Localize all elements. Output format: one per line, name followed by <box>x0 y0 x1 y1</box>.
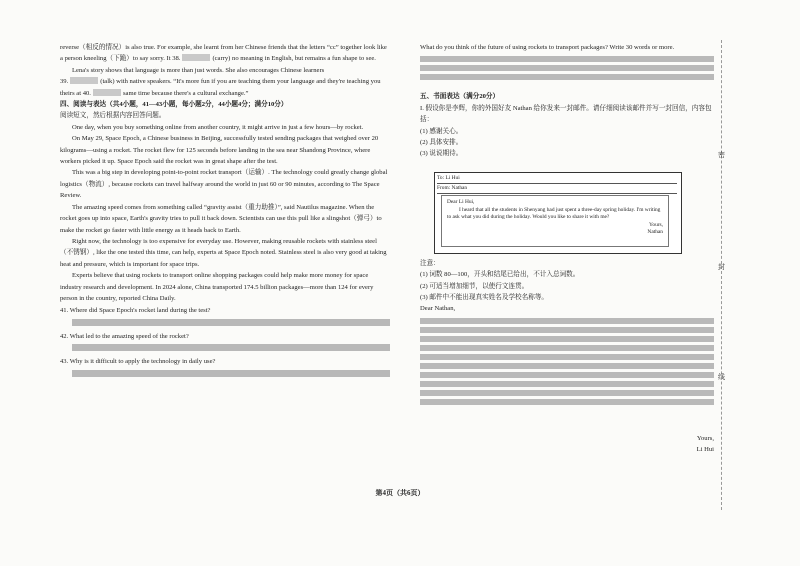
email-message: I heard that all the students in Shenyang had just spent a three-day spring holiday. I'm writing to ask what you did during the holiday. Would you like to share it with me? <box>447 206 661 221</box>
content-item-2: (2) 具体安排。 <box>420 139 463 147</box>
article-paragraph-6: Experts believe that using rockets to transport online shopping packages could help make more money for space industry research and development. In 2024 alone, China transported 174.5 billion packages—more than 124 for every person in the country, reported China Daily. <box>60 272 374 302</box>
writing-line-1[interactable] <box>420 318 714 324</box>
writing-prompt: I. 假设你是李辉，你的外国好友 Nathan 给你发来一封邮件。请仔细阅读该邮件并写一封回信，内容包括： <box>420 104 712 124</box>
answer-line-43[interactable] <box>72 370 390 377</box>
section-title-writing: 五、书面表达（满分20分） <box>420 93 500 101</box>
story-text-1: reverse（相反的情况）is also true. For example, she learnt from her Chinese friends that the letters “cc” together look like a person kneeling（下跪）to say sorry. It 38. (carry) no meaning in English, but remains a fun shape to see. <box>60 44 387 63</box>
note-2: (2) 可适当增加细节，以使行文连贯。 <box>420 282 529 290</box>
email-closing: Yours, <box>649 221 663 228</box>
letter-closing <box>686 433 714 455</box>
article-paragraph-5: Right now, the technology is too expensive for everyday use. However, making reusable rockets with stainless steel（不锈钢）, like the one tested this time, can help, experts at Space Epoch noted. Stainless steel is also very good at taking heat and pressure, which is important for space trips. <box>60 237 387 268</box>
email-to-row: To: Li Hui <box>437 175 677 184</box>
writing-line-4[interactable] <box>420 345 714 351</box>
closing-yours: Yours, <box>696 435 714 442</box>
note-3: (3) 邮件中不能出现真实姓名及学校名称等。 <box>420 294 549 302</box>
binding-line <box>721 40 722 510</box>
writing-line-5[interactable] <box>420 354 714 360</box>
margin-mark-mi: 密 <box>718 151 725 159</box>
answer-blank-40[interactable] <box>93 89 121 96</box>
margin-mark-xian: 线 <box>718 373 725 381</box>
article-paragraph-1: One day, when you buy something online from another country, it might arrive in just a few hours—by rocket. <box>72 123 364 131</box>
answer-line-44-3[interactable] <box>420 74 714 80</box>
email-window <box>434 172 682 254</box>
article-paragraph-3: This was a big step in developing point-to-point rocket transport（运输）. The technology could greatly change global logistics（物流）, because rockets can travel halfway around the world in just 60 or 90 minutes, according to The Space Review. <box>60 169 388 200</box>
article-paragraph-2: On May 29, Space Epoch, a Chinese business in Beijing, successfully tested sending packages that weighed over 20 kilograms—using a rocket. The rocket flew for 125 seconds before landing in the sea near Shandong Province, where workers picked it up. Space Epoch said the rocket was in great shape after the test. <box>60 135 379 166</box>
content-item-3: (3) 说说期待。 <box>420 150 463 158</box>
story-text-3: 39. (talk) with native speakers. “It's more fun if you are teaching them your language and they're teaching you theirs at 40. same time because there's a cultural exchange.” <box>60 78 381 97</box>
email-signature: Nathan <box>647 229 663 236</box>
writing-line-3[interactable] <box>420 336 714 342</box>
answer-line-42[interactable] <box>72 344 390 351</box>
question-41: 41. Where did Space Epoch's rocket land during the test? <box>60 307 211 315</box>
answer-line-41[interactable] <box>72 319 390 326</box>
section-instruction: 阅读短文，然后根据内容回答问题。 <box>60 112 166 120</box>
question-42: 42. What led to the amazing speed of the rocket? <box>60 332 189 340</box>
writing-line-10[interactable] <box>420 399 714 405</box>
notes-heading: 注意： <box>420 259 440 267</box>
salutation: Dear Nathan, <box>420 305 456 313</box>
closing-name: Li Hui <box>696 446 714 453</box>
answer-blank-38[interactable] <box>182 54 210 61</box>
email-body <box>441 195 669 247</box>
answer-blank-39[interactable] <box>70 77 98 84</box>
email-greeting: Dear Li Hui, <box>447 199 475 205</box>
writing-line-2[interactable] <box>420 327 714 333</box>
article-paragraph-4: The amazing speed comes from something called “gravity assist（重力助推）”, said Nautilus magazine. When the rocket goes up into space, Earth's gravity tries to pull it back down. Scientists can use this pull like a slingshot（弹弓）to make the rocket go faster with little energy as it heads back to Earth. <box>60 203 382 234</box>
writing-line-9[interactable] <box>420 390 714 396</box>
writing-line-8[interactable] <box>420 381 714 387</box>
writing-line-7[interactable] <box>420 372 714 378</box>
page-footer: 第4页（共6页） <box>375 489 425 497</box>
note-1: (1) 词数 80—100，开头和结尾已给出，不计入总词数。 <box>420 271 580 279</box>
answer-line-44-2[interactable] <box>420 65 714 71</box>
left-column <box>60 42 390 382</box>
email-from-row: From: Nathan <box>437 185 677 194</box>
writing-line-6[interactable] <box>420 363 714 369</box>
section-title-reading: 四、阅读与表达（共4小题，41—43小题，每小题2分，44小题4分；满分10分） <box>60 101 288 109</box>
content-item-1: (1) 感谢关心。 <box>420 127 463 135</box>
question-44: What do you think of the future of using rockets to transport packages? Write 30 words or more. <box>420 44 675 51</box>
story-text-2: Lena's story shows that language is more than just words. She also encourages Chinese learners <box>72 66 325 74</box>
margin-mark-feng: 封 <box>718 263 725 271</box>
answer-line-44-1[interactable] <box>420 56 714 62</box>
question-43: 43. Why is it difficult to apply the technology in daily use? <box>60 358 216 366</box>
